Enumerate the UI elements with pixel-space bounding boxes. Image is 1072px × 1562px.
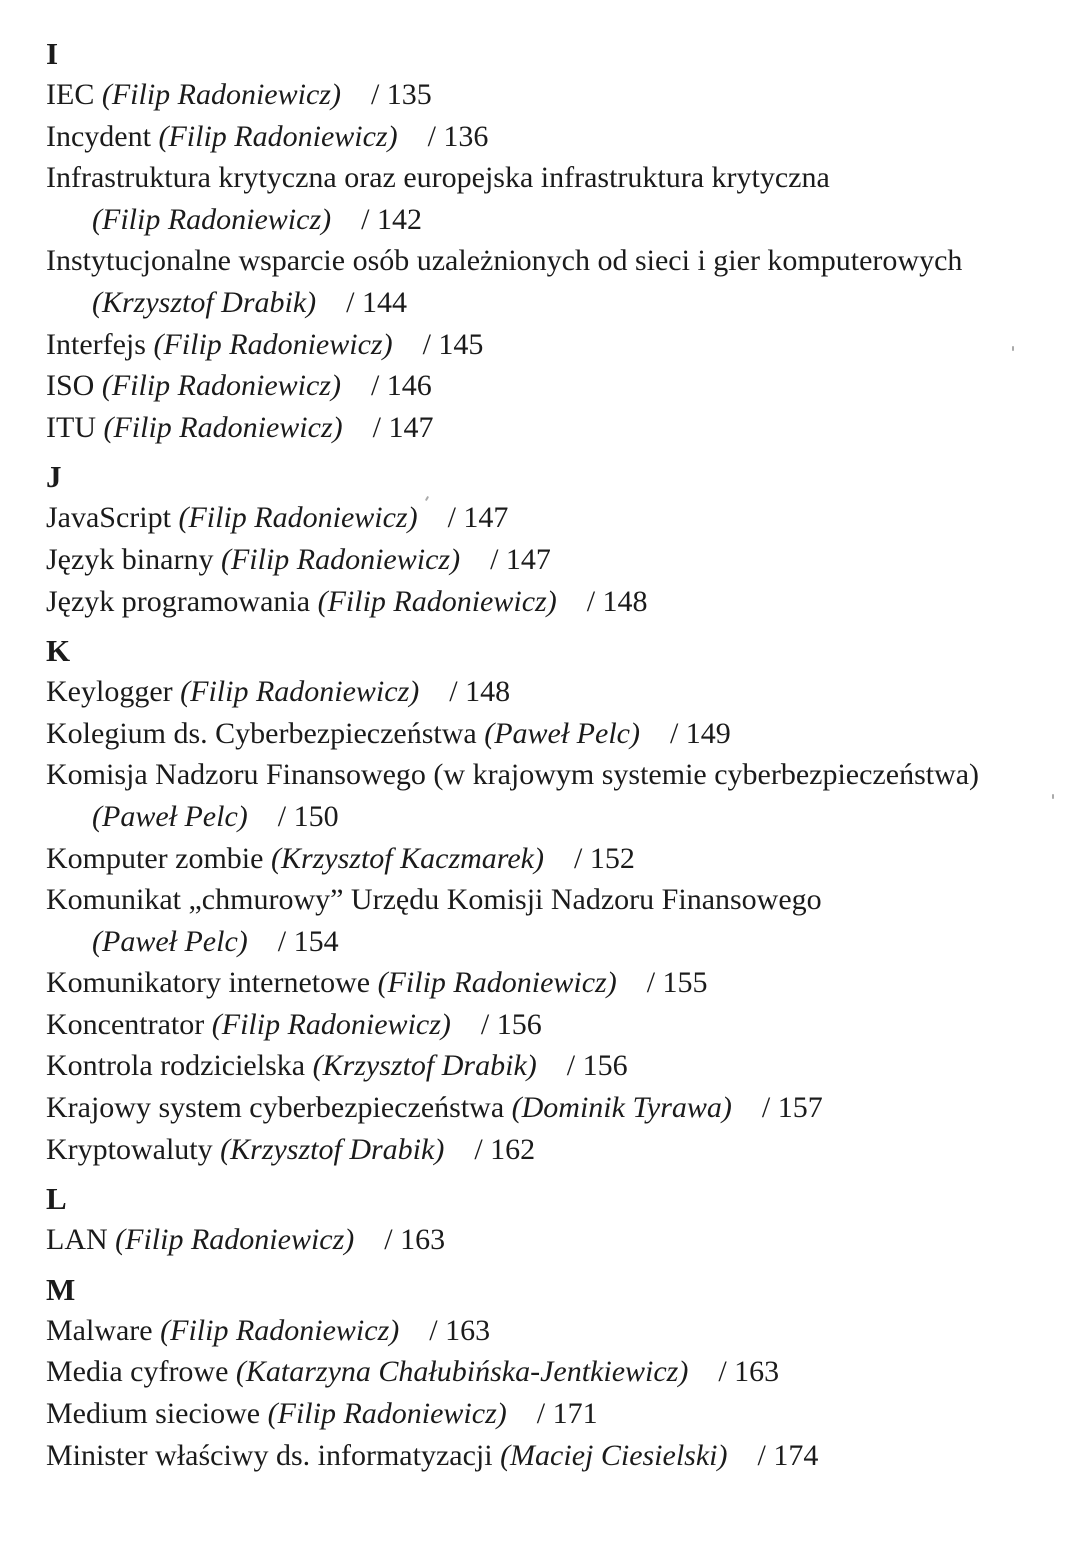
index-entry <box>46 365 1046 407</box>
index-section <box>46 457 1046 622</box>
entry-page-number: / 142 <box>361 202 422 236</box>
entry-title: ISO <box>46 369 95 403</box>
entry-page-number: / 163 <box>718 1355 780 1389</box>
entry-author: (Paweł Pelc) <box>92 799 248 833</box>
index-entry <box>46 1004 1046 1046</box>
index-entry <box>46 407 1046 449</box>
scan-speck <box>1012 346 1014 351</box>
index-section <box>46 34 1046 448</box>
entry-author: (Filip Radoniewicz) <box>317 584 557 618</box>
entry-title: Komunikat „chmurowy” Urzędu Komisji Nadzoru Finansowego <box>46 883 822 917</box>
entry-title: Minister właściwy ds. informatyzacji <box>46 1438 493 1472</box>
index-section <box>46 1179 1046 1261</box>
entry-page-number: / 146 <box>370 369 432 403</box>
entry-page-number: / 145 <box>422 327 484 361</box>
entry-page-number: / 148 <box>586 584 648 618</box>
section-letter: L <box>46 1181 67 1217</box>
entry-author: (Dominik Tyrawa) <box>511 1091 732 1125</box>
entry-author: (Filip Radoniewicz) <box>220 542 461 576</box>
entry-author: (Filip Radoniewicz) <box>153 327 393 361</box>
index-entry <box>46 879 1046 962</box>
entry-title: Krajowy system cyberbezpieczeństwa <box>46 1091 505 1125</box>
index-entry <box>46 1435 1046 1477</box>
entry-author: (Katarzyna Chałubińska-Jentkiewicz) <box>235 1355 689 1389</box>
scan-speck <box>1052 794 1054 799</box>
entry-page-number: / 147 <box>490 542 551 576</box>
entry-author: (Krzysztof Drabik) <box>92 285 317 319</box>
entry-page-number: / 156 <box>566 1049 628 1083</box>
entry-page-number: / 144 <box>346 285 408 319</box>
entry-title: Infrastruktura krytyczna oraz europejska infrastruktura krytyczna <box>46 161 830 195</box>
entry-title: Keylogger <box>46 675 173 709</box>
entry-page-number: / 156 <box>480 1007 542 1041</box>
entry-page-number: / 147 <box>447 501 509 535</box>
entry-title: Język programowania <box>46 584 311 618</box>
entry-title: JavaScript <box>46 501 171 535</box>
entry-author: (Krzysztof Drabik) <box>312 1049 537 1083</box>
index-section <box>46 631 1046 1170</box>
entry-title: Malware <box>46 1313 153 1347</box>
entry-author: (Filip Radoniewicz) <box>101 369 341 403</box>
entry-author: (Filip Radoniewicz) <box>160 1313 400 1347</box>
entry-author: (Filip Radoniewicz) <box>377 966 617 1000</box>
entry-author: (Filip Radoniewicz) <box>178 501 418 535</box>
entry-page-number: / 149 <box>669 716 731 750</box>
entry-author: (Filip Radoniewicz) <box>101 78 341 111</box>
index-section <box>46 1270 1046 1476</box>
entry-continuation <box>46 282 1046 324</box>
entry-author: (Filip Radoniewicz) <box>267 1397 507 1431</box>
entry-title: Komunikatory internetowe <box>46 966 371 1000</box>
index-entry <box>46 539 1046 581</box>
index-entry <box>46 74 1046 116</box>
entry-title: LAN <box>46 1223 108 1257</box>
entry-page-number: / 135 <box>370 78 432 111</box>
entry-page-number: / 174 <box>757 1438 819 1472</box>
entry-author: (Paweł Pelc) <box>484 716 640 750</box>
entry-author: (Krzysztof Drabik) <box>220 1132 445 1166</box>
entry-page-number: / 148 <box>449 675 511 709</box>
entry-continuation <box>46 199 1046 241</box>
entry-author: (Maciej Ciesielski) <box>500 1438 728 1472</box>
entry-page-number: / 163 <box>384 1223 446 1257</box>
index-entry <box>46 116 1046 158</box>
index-entry <box>46 1310 1046 1352</box>
entry-title: Media cyfrowe <box>46 1355 229 1389</box>
index-entry <box>46 754 1046 837</box>
entry-title: Kontrola rodzicielska <box>46 1049 306 1083</box>
entry-author: (Krzysztof Kaczmarek) <box>270 841 544 875</box>
index-entry <box>46 157 1046 240</box>
entry-page-number: / 136 <box>427 119 489 153</box>
entry-title: Interfejs <box>46 327 146 361</box>
entry-title: Komputer zombie <box>46 841 264 875</box>
index-entry <box>46 581 1046 623</box>
index-entry <box>46 1351 1046 1393</box>
entry-continuation <box>46 921 1046 963</box>
entry-continuation <box>46 796 1046 838</box>
entry-author: (Filip Radoniewicz) <box>211 1007 451 1041</box>
entry-title: Incydent <box>46 119 151 153</box>
index-entry <box>46 962 1046 1004</box>
index-entry <box>46 240 1046 323</box>
index-entry <box>46 1087 1046 1129</box>
entry-author: (Filip Radoniewicz) <box>92 202 332 236</box>
index-entry <box>46 1219 1046 1261</box>
index-entry <box>46 671 1046 713</box>
index-entry <box>46 324 1046 366</box>
entry-page-number: / 147 <box>372 410 434 444</box>
entry-author: (Filip Radoniewicz) <box>115 1223 355 1257</box>
section-letter: I <box>46 36 59 71</box>
entry-title: Instytucjonalne wsparcie osób uzależnionych od sieci i gier komputerowych <box>46 244 963 278</box>
entry-title: Komisja Nadzoru Finansowego (w krajowym systemie cyberbezpieczeństwa) <box>46 758 980 792</box>
index-entry <box>46 838 1046 880</box>
entry-page-number: / 163 <box>429 1313 491 1347</box>
index-entry <box>46 1393 1046 1435</box>
index-entry <box>46 713 1046 755</box>
entry-author: (Filip Radoniewicz) <box>158 119 398 153</box>
section-letter: K <box>46 633 71 669</box>
entry-page-number: / 154 <box>277 924 339 958</box>
entry-page-number: / 171 <box>536 1397 598 1431</box>
entry-title: IEC <box>46 78 95 111</box>
index-entry <box>46 1045 1046 1087</box>
section-letter: J <box>46 459 62 495</box>
entry-title: Koncentrator <box>46 1007 205 1041</box>
entry-title: Język binarny <box>46 542 214 576</box>
entry-title: ITU <box>46 410 96 444</box>
index-page <box>46 34 1046 1476</box>
entry-title: Kryptowaluty <box>46 1132 213 1166</box>
entry-page-number: / 162 <box>474 1132 536 1166</box>
entry-author: (Filip Radoniewicz) <box>103 410 343 444</box>
entry-author: (Paweł Pelc) <box>92 924 248 958</box>
entry-page-number: / 152 <box>574 841 635 875</box>
entry-page-number: / 157 <box>761 1091 823 1125</box>
entry-author: (Filip Radoniewicz) <box>180 675 420 709</box>
index-entry <box>46 497 1046 539</box>
entry-title: Medium sieciowe <box>46 1397 261 1431</box>
index-entry <box>46 1129 1046 1171</box>
section-letter: M <box>46 1271 76 1307</box>
entry-page-number: / 150 <box>277 799 339 833</box>
entry-page-number: / 155 <box>646 966 708 1000</box>
entry-title: Kolegium ds. Cyberbezpieczeństwa <box>46 716 477 750</box>
